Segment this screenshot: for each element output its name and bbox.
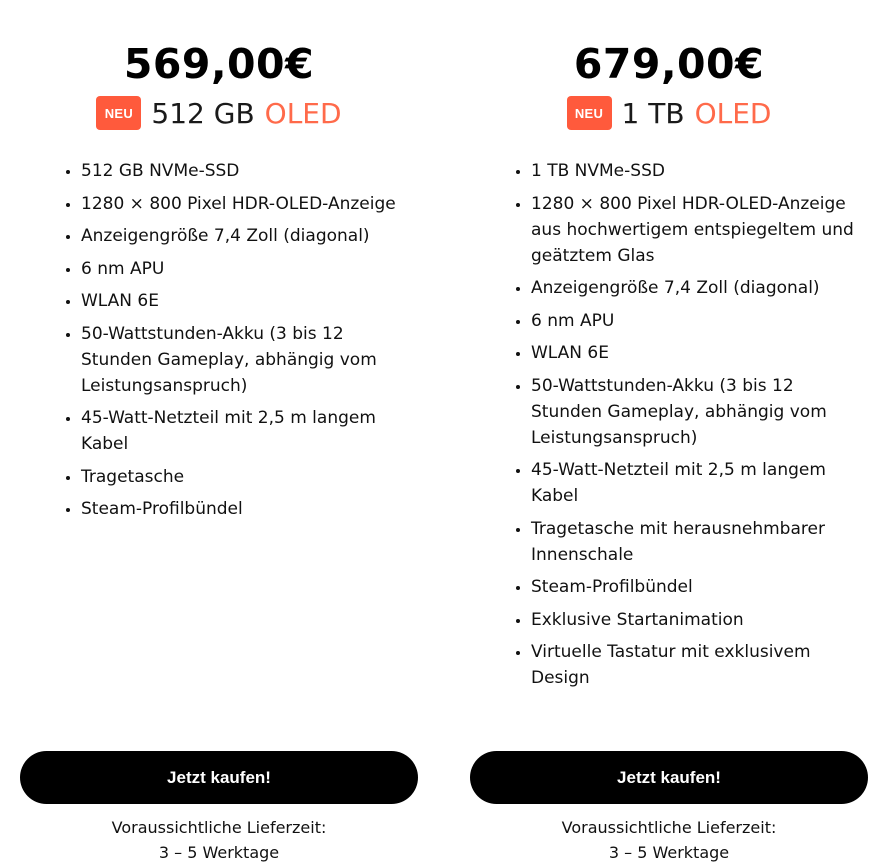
model-display-type: OLED: [264, 96, 342, 130]
delivery-info: [20, 815, 418, 865]
feature-item: • Tragetasche mit herausnehmbarer Innenschale: [531, 516, 866, 568]
delivery-time: 3 – 5 Werktage: [158, 843, 280, 862]
product-card-1tb: [470, 0, 868, 864]
feature-item: • 50-Wattstunden-Akku (3 bis 12 Stunden Gameplay, abhängig vom Leistungsanspruch): [81, 321, 416, 399]
product-model: [20, 96, 418, 130]
delivery-label: Voraussichtliche Lieferzeit:: [111, 818, 327, 837]
product-model: [470, 96, 868, 130]
buy-now-button[interactable]: Jetzt kaufen!: [470, 751, 868, 804]
feature-item: • 45-Watt-Netzteil mit 2,5 m langem Kabel: [81, 405, 416, 457]
feature-item: • WLAN 6E: [531, 340, 866, 366]
product-price: 679,00€: [573, 40, 765, 88]
feature-list: [60, 158, 416, 529]
new-badge: NEU: [96, 96, 141, 130]
feature-item: • Virtuelle Tastatur mit exklusivem Design: [531, 639, 866, 691]
feature-item: • Anzeigengröße 7,4 Zoll (diagonal): [531, 275, 866, 301]
feature-item: • Steam-Profilbündel: [81, 496, 416, 522]
feature-item: • WLAN 6E: [81, 288, 416, 314]
feature-item: • Anzeigengröße 7,4 Zoll (diagonal): [81, 223, 416, 249]
feature-item: • Steam-Profilbündel: [531, 574, 866, 600]
model-storage: 1 TB: [621, 96, 685, 130]
product-card-512gb: [20, 0, 418, 864]
feature-item: • 6 nm APU: [531, 308, 866, 334]
feature-item: • 1 TB NVMe-SSD: [531, 158, 866, 184]
delivery-time: 3 – 5 Werktage: [608, 843, 730, 862]
model-display-type: OLED: [694, 96, 772, 130]
feature-item: • Exklusive Startanimation: [531, 607, 866, 633]
buy-now-button[interactable]: Jetzt kaufen!: [20, 751, 418, 804]
delivery-label: Voraussichtliche Lieferzeit:: [561, 818, 777, 837]
product-price: 569,00€: [123, 40, 315, 88]
feature-item: • 6 nm APU: [81, 256, 416, 282]
model-storage: 512 GB: [151, 96, 255, 130]
feature-item: • 1280 × 800 Pixel HDR-OLED-Anzeige: [81, 191, 416, 217]
feature-item: • 1280 × 800 Pixel HDR-OLED-Anzeige aus hochwertigem entspiegeltem und geätztem Glas: [531, 191, 866, 269]
delivery-info: [470, 815, 868, 865]
feature-item: • 50-Wattstunden-Akku (3 bis 12 Stunden Gameplay, abhängig vom Leistungsanspruch): [531, 373, 866, 451]
feature-item: • Tragetasche: [81, 464, 416, 490]
feature-item: • 45-Watt-Netzteil mit 2,5 m langem Kabel: [531, 457, 866, 509]
new-badge: NEU: [567, 96, 612, 130]
feature-list: [510, 158, 866, 698]
feature-item: • 512 GB NVMe-SSD: [81, 158, 416, 184]
